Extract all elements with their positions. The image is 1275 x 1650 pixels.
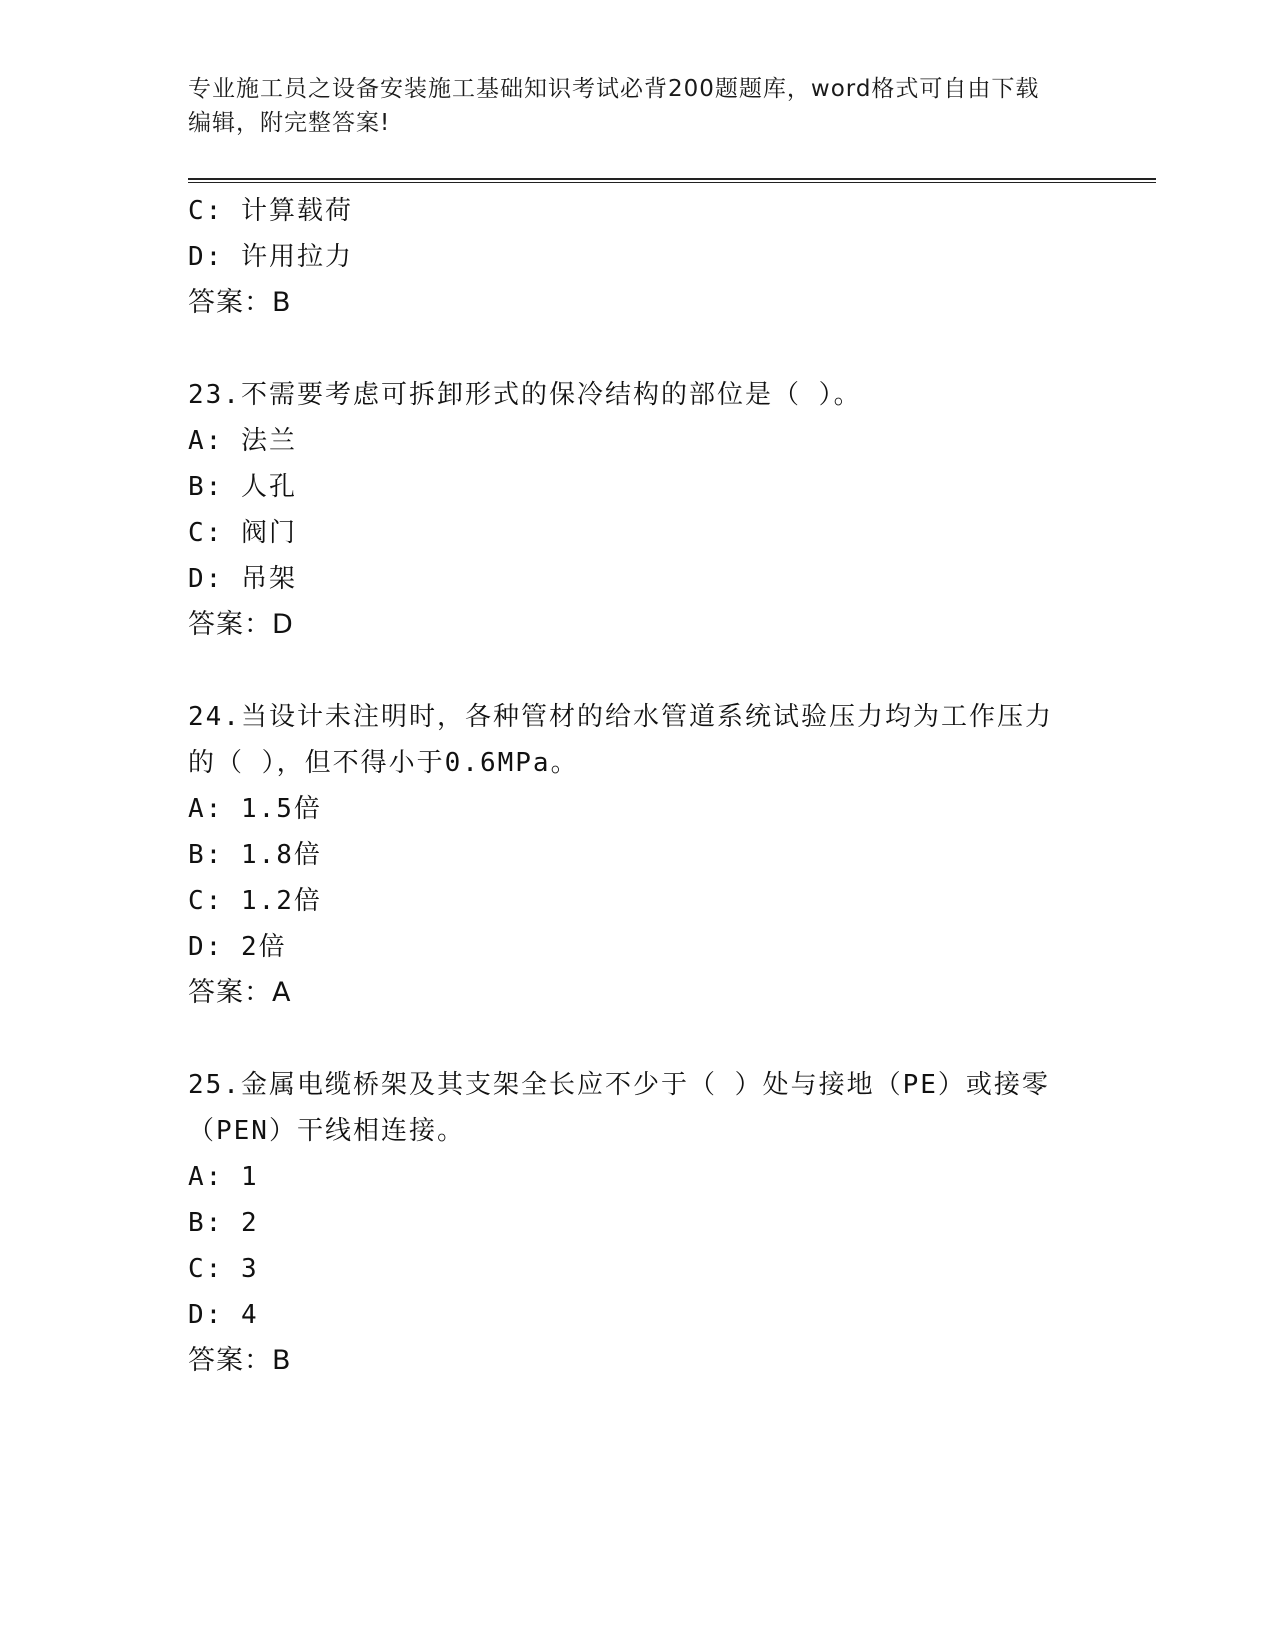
page-header xyxy=(188,72,1088,140)
answer: 答案：B xyxy=(188,1345,292,1376)
question-text: 25.金属电缆桥架及其支架全长应不少于（ ）处与接地（PE）或接零 xyxy=(188,1070,1050,1100)
header-title-line-2: 编辑，附完整答案! xyxy=(188,110,391,136)
option-d: D: 2倍 xyxy=(188,932,287,962)
question-content xyxy=(188,188,1088,1384)
spacer xyxy=(188,648,1088,694)
option-c: C: 3 xyxy=(188,1254,259,1284)
header-divider xyxy=(188,178,1156,183)
option-b: B: 人孔 xyxy=(188,472,297,502)
option-c: C: 1.2倍 xyxy=(188,886,322,916)
previous-question-fragment xyxy=(188,188,1088,326)
spacer xyxy=(188,1016,1088,1062)
question-text-continued: （PEN）干线相连接。 xyxy=(188,1116,465,1146)
question-text: 24.当设计未注明时，各种管材的给水管道系统试验压力均为工作压力 xyxy=(188,702,1053,732)
question-24 xyxy=(188,694,1088,1016)
answer: 答案：B xyxy=(188,287,292,318)
option-c: C: 计算载荷 xyxy=(188,196,353,226)
answer: 答案：D xyxy=(188,609,294,640)
option-d: D: 许用拉力 xyxy=(188,242,353,272)
question-text-continued: 的（ ），但不得小于0.6MPa。 xyxy=(188,748,579,778)
option-a: A: 1 xyxy=(188,1162,259,1192)
option-a: A: 法兰 xyxy=(188,426,297,456)
option-d: D: 吊架 xyxy=(188,564,297,594)
option-c: C: 阀门 xyxy=(188,518,297,548)
answer: 答案：A xyxy=(188,977,292,1008)
question-text: 23.不需要考虑可拆卸形式的保冷结构的部位是（ ）。 xyxy=(188,380,862,410)
option-a: A: 1.5倍 xyxy=(188,794,322,824)
option-b: B: 2 xyxy=(188,1208,259,1238)
option-b: B: 1.8倍 xyxy=(188,840,322,870)
header-title-line-1: 专业施工员之设备安装施工基础知识考试必背200题题库，word格式可自由下载 xyxy=(188,76,1040,102)
question-25 xyxy=(188,1062,1088,1384)
spacer xyxy=(188,326,1088,372)
option-d: D: 4 xyxy=(188,1300,259,1330)
question-23 xyxy=(188,372,1088,648)
